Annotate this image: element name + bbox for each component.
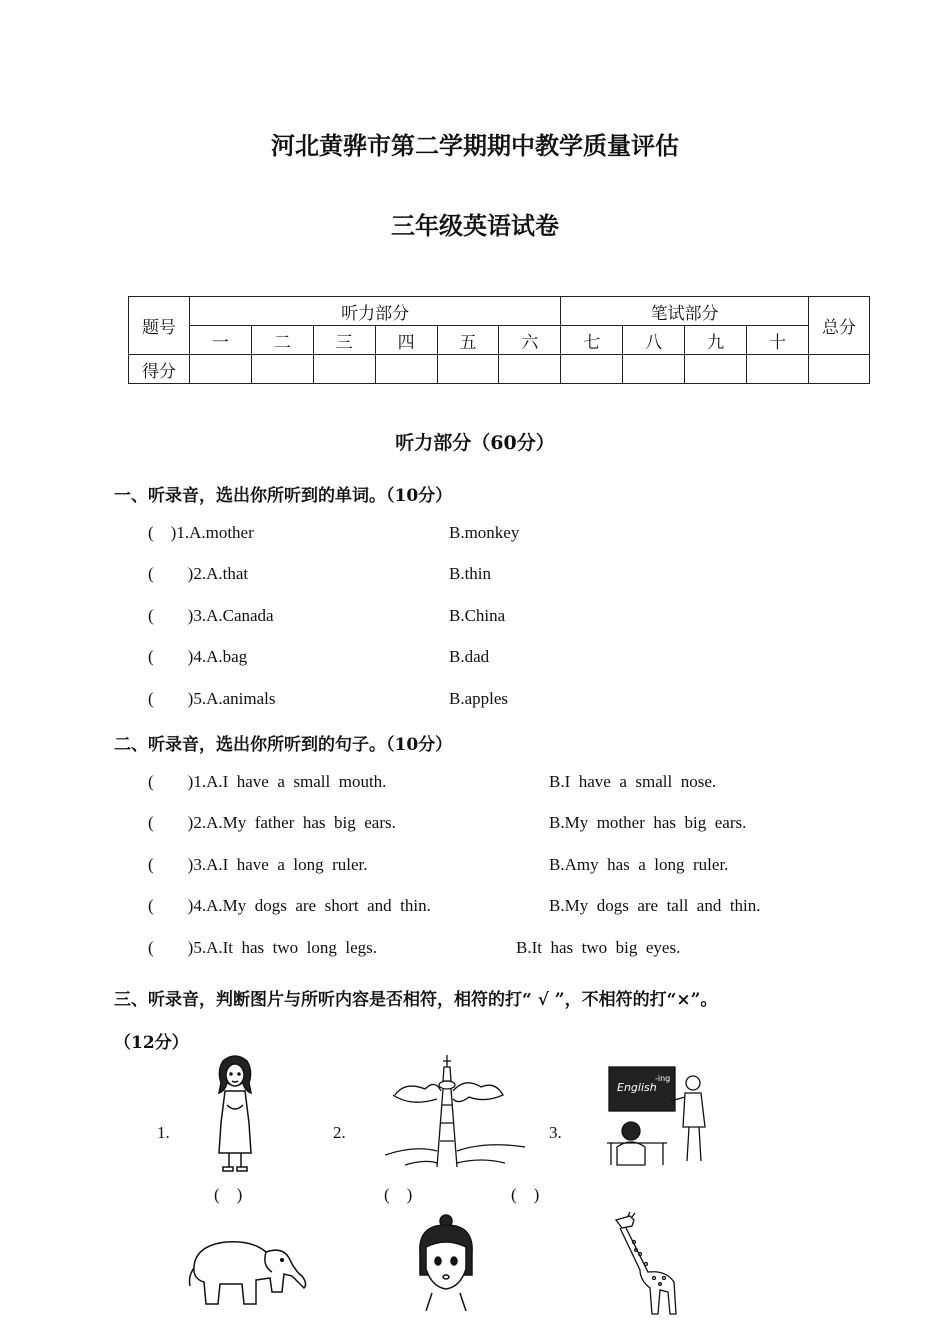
total-header: 总分 <box>809 297 870 355</box>
column-header: 十 <box>747 326 809 355</box>
s1-item-2-a: ( )2.A.that <box>148 564 249 583</box>
s2-item-1-a: ( )1.A.I have a small mouth. <box>148 772 387 791</box>
score-table <box>128 296 870 384</box>
s1-item-3-b: B.China <box>449 606 506 625</box>
column-header: 七 <box>561 326 623 355</box>
column-header: 三 <box>313 326 375 355</box>
board-text: English <box>617 1081 657 1094</box>
score-row-label: 得分 <box>129 355 190 384</box>
s2-item-5-a: ( )5.A.It has two long legs. <box>148 938 378 957</box>
score-cell[interactable] <box>313 355 375 384</box>
column-header: 九 <box>685 326 747 355</box>
girl-face-illustration <box>412 1213 480 1311</box>
section2-title: 二、听录音，选出你所听到的句子。（10分） <box>114 735 453 755</box>
score-cell[interactable] <box>561 355 623 384</box>
s1-item-4-b: B.dad <box>449 647 490 666</box>
pic-number-1: 1. <box>157 1123 170 1142</box>
score-cell[interactable] <box>809 355 870 384</box>
listening-group-header: 听力部分 <box>190 297 561 326</box>
section3-title: 三、听录音，判断图片与所听内容是否相符，相符的打“ √ ”，不相符的打“×”。 <box>114 990 718 1010</box>
s1-item-2-b: B.thin <box>449 564 492 583</box>
column-header: 五 <box>437 326 499 355</box>
s2-item-4-b: B.My dogs are tall and thin. <box>549 896 761 915</box>
score-cell[interactable] <box>685 355 747 384</box>
column-header: 四 <box>375 326 437 355</box>
score-cell[interactable] <box>499 355 561 384</box>
score-cell[interactable] <box>251 355 313 384</box>
column-header: 二 <box>251 326 313 355</box>
s2-item-2-b: B.My mother has big ears. <box>549 813 747 832</box>
exam-subtitle: 三年级英语试卷 <box>391 211 559 240</box>
score-cell[interactable] <box>375 355 437 384</box>
column-header: 六 <box>499 326 561 355</box>
section3-points: （12分） <box>114 1033 189 1053</box>
s2-item-4-a: ( )4.A.My dogs are short and thin. <box>148 896 431 915</box>
girl-standing-illustration <box>205 1053 265 1175</box>
s1-item-1-b: B.monkey <box>449 523 520 542</box>
s2-item-3-b: B.Amy has a long ruler. <box>549 855 729 874</box>
pic-number-2: 2. <box>333 1123 346 1142</box>
s1-item-4-a: ( )4.A.bag <box>148 647 248 666</box>
column-header: 一 <box>190 326 252 355</box>
s2-item-1-b: B.I have a small nose. <box>549 772 717 791</box>
score-cell[interactable] <box>747 355 809 384</box>
exam-title: 河北黄骅市第二学期期中教学质量评估 <box>271 131 679 160</box>
s2-item-3-a: ( )3.A.I have a long ruler. <box>148 855 368 874</box>
answer-blank-1[interactable]: ( ) <box>214 1185 243 1204</box>
score-cell[interactable] <box>623 355 685 384</box>
pic-number-3: 3. <box>549 1123 562 1142</box>
column-header: 八 <box>623 326 685 355</box>
s1-item-3-a: ( )3.A.Canada <box>148 606 274 625</box>
writing-group-header: 笔试部分 <box>561 297 809 326</box>
s1-item-5-b: B.apples <box>449 689 509 708</box>
answer-blank-3[interactable]: ( ) <box>511 1185 540 1204</box>
tower-illustration <box>385 1055 531 1173</box>
section1-title: 一、听录音，选出你所听到的单词。（10分） <box>114 486 453 506</box>
s2-item-2-a: ( )2.A.My father has big ears. <box>148 813 396 832</box>
score-cell[interactable] <box>437 355 499 384</box>
s1-item-1-a: ( )1.A.mother <box>148 523 254 542</box>
giraffe-illustration <box>610 1212 688 1316</box>
answer-blank-2[interactable]: ( ) <box>384 1185 413 1204</box>
elephant-illustration <box>186 1232 312 1310</box>
question-number-label: 题号 <box>129 297 190 355</box>
s2-item-5-b: B.It has two big eyes. <box>516 938 681 957</box>
score-cell[interactable] <box>190 355 252 384</box>
listening-heading: 听力部分（60分） <box>395 432 555 454</box>
s1-item-5-a: ( )5.A.animals <box>148 689 276 708</box>
classroom-illustration <box>607 1065 711 1167</box>
board-suffix-text: -ing <box>655 1074 671 1083</box>
